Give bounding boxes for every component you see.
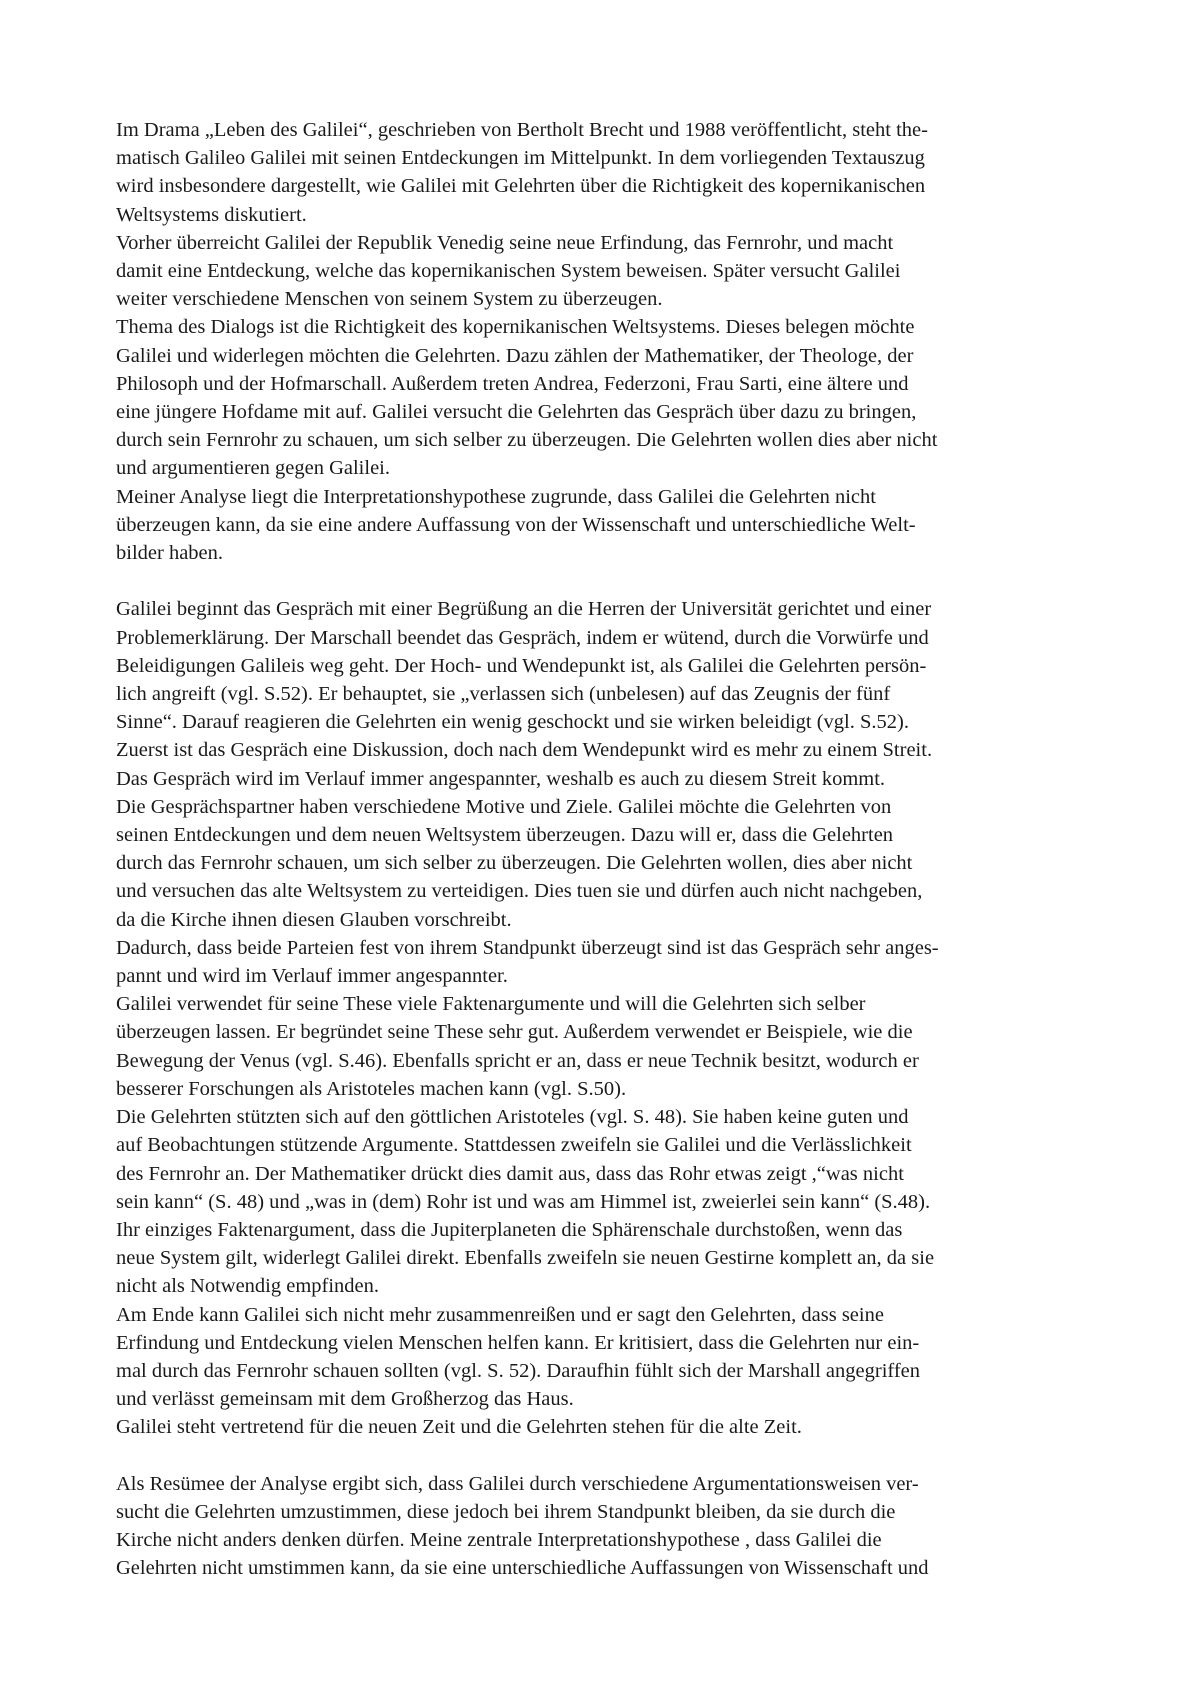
text-line: Problemerklärung. Der Marschall beendet das Gespräch, indem er wütend, durch die Vorwürfe und [116,626,929,649]
text-line: Die Gelehrten stützten sich auf den göttlichen Aristoteles (vgl. S. 48). Sie haben keine guten und [116,1106,909,1129]
text-line: überzeugen lassen. Er begründet seine These sehr gut. Außerdem verwendet er Beispiele, wie die [116,1021,913,1044]
text-line: Weltsystems diskutiert. [116,203,307,226]
text-line: Vorher überreicht Galilei der Republik Venedig seine neue Erfindung, das Fernrohr, und macht [116,231,894,254]
text-line: des Fernrohr an. Der Mathematiker drückt dies damit aus, dass das Rohr etwas zeigt ,“was nicht [116,1162,904,1185]
text-line: und argumentieren gegen Galilei. [116,457,390,480]
text-line: Das Gespräch wird im Verlauf immer angespannter, weshalb es auch zu diesem Streit kommt. [116,767,886,790]
text-line: wird insbesondere dargestellt, wie Galilei mit Gelehrten über die Richtigkeit des kopernikanischen [116,175,926,198]
text-line: eine jüngere Hofdame mit auf. Galilei versucht die Gelehrten das Gespräch über dazu zu bringen, [116,401,917,424]
document-body [116,116,1096,1583]
text-line: seinen Entdeckungen und dem neuen Weltsystem überzeugen. Dazu will er, dass die Gelehrten [116,824,894,847]
text-line: Ihr einziges Faktenargument, dass die Jupiterplaneten die Sphärenschale durchstoßen, wenn das [116,1218,903,1241]
text-line: überzeugen kann, da sie eine andere Auffassung von der Wissenschaft und unterschiedliche Welt- [116,513,916,536]
paragraph [116,116,1096,567]
paragraph-gap [116,567,1096,595]
text-line: Die Gesprächspartner haben verschiedene Motive und Ziele. Galilei möchte die Gelehrten von [116,795,892,818]
text-line: Meiner Analyse liegt die Interpretationshypothese zugrunde, dass Galilei die Gelehrten nicht [116,485,876,508]
text-line: Zuerst ist das Gespräch eine Diskussion, doch nach dem Wendepunkt wird es mehr zu einem Streit. [116,739,933,762]
text-line: Galilei und widerlegen möchten die Gelehrten. Dazu zählen der Mathematiker, der Theologe, der [116,344,914,367]
text-line: und verlässt gemeinsam mit dem Großherzog das Haus. [116,1388,574,1411]
text-line: lich angreift (vgl. S.52). Er behauptet, sie „verlassen sich (unbelesen) auf das Zeugnis der fünf [116,683,891,706]
text-line: Kirche nicht anders denken dürfen. Meine zentrale Interpretationshypothese , dass Galilei die [116,1529,882,1552]
text-line: mal durch das Fernrohr schauen sollten (vgl. S. 52). Daraufhin fühlt sich der Marshall angegriffen [116,1359,921,1382]
text-line: pannt und wird im Verlauf immer angespannter. [116,965,508,988]
text-line: Thema des Dialogs ist die Richtigkeit des kopernikanischen Weltsystems. Dieses belegen möchte [116,316,915,339]
paragraph-gap [116,1442,1096,1470]
text-line: Gelehrten nicht umstimmen kann, da sie eine unterschiedliche Auffassungen von Wissenschaft und [116,1557,929,1580]
text-line: Sinne“. Darauf reagieren die Gelehrten ein wenig geschockt und sie wirken beleidigt (vgl. S.52). [116,711,909,734]
text-line: Philosoph und der Hofmarschall. Außerdem treten Andrea, Federzoni, Frau Sarti, eine ältere und [116,372,909,395]
text-line: Galilei verwendet für seine These viele Faktenargumente und will die Gelehrten sich selber [116,993,866,1016]
text-line: Galilei steht vertretend für die neuen Zeit und die Gelehrten stehen für die alte Zeit. [116,1416,802,1439]
text-line: neue System gilt, widerlegt Galilei direkt. Ebenfalls zweifeln sie neuen Gestirne komplett an, da sie [116,1247,935,1270]
text-line: bilder haben. [116,542,224,565]
text-line: Bewegung der Venus (vgl. S.46). Ebenfalls spricht er an, dass er neue Technik besitzt, wodurch er [116,1049,919,1072]
text-line: und versuchen das alte Weltsystem zu verteidigen. Dies tuen sie und dürfen auch nicht nachgeben, [116,880,923,903]
text-line: Galilei beginnt das Gespräch mit einer Begrüßung an die Herren der Universität gerichtet und einer [116,598,932,621]
text-line: durch sein Fernrohr zu schauen, um sich selber zu überzeugen. Die Gelehrten wollen dies aber nicht [116,429,938,452]
text-line: Am Ende kann Galilei sich nicht mehr zusammenreißen und er sagt den Gelehrten, dass seine [116,1303,884,1326]
text-line: durch das Fernrohr schauen, um sich selber zu überzeugen. Die Gelehrten wollen, dies aber nicht [116,852,913,875]
text-line: weiter verschiedene Menschen von seinem System zu überzeugen. [116,288,663,311]
text-line: nicht als Notwendig empfinden. [116,1275,380,1298]
text-line: da die Kirche ihnen diesen Glauben vorschreibt. [116,908,512,931]
text-line: besserer Forschungen als Aristoteles machen kann (vgl. S.50). [116,1077,627,1100]
text-line: damit eine Entdeckung, welche das kopernikanischen System beweisen. Später versucht Galilei [116,260,901,283]
text-line: Als Resümee der Analyse ergibt sich, dass Galilei durch verschiedene Argumentationsweisen ver- [116,1472,919,1495]
text-line: Dadurch, dass beide Parteien fest von ihrem Standpunkt überzeugt sind ist das Gespräch sehr anges- [116,936,939,959]
paragraph [116,1470,1096,1583]
text-line: Beleidigungen Galileis weg geht. Der Hoch- und Wendepunkt ist, als Galilei die Gelehrten persön- [116,654,927,677]
text-line: auf Beobachtungen stützende Argumente. Stattdessen zweifeln sie Galilei und die Verlässlichkeit [116,1134,912,1157]
text-line: Im Drama „Leben des Galilei“, geschrieben von Bertholt Brecht und 1988 veröffentlicht, steht the- [116,119,928,141]
paragraph [116,595,1096,1441]
text-line: sucht die Gelehrten umzustimmen, diese jedoch bei ihrem Standpunkt bleiben, da sie durch die [116,1500,896,1523]
text-line: matisch Galileo Galilei mit seinen Entdeckungen im Mittelpunkt. In dem vorliegenden Textauszug [116,147,925,170]
text-line: sein kann“ (S. 48) und „was in (dem) Rohr ist und was am Himmel ist, zweierlei sein kann“ (S.48). [116,1190,931,1213]
text-line: Erfindung und Entdeckung vielen Menschen helfen kann. Er kritisiert, dass die Gelehrten nur ein- [116,1331,920,1354]
